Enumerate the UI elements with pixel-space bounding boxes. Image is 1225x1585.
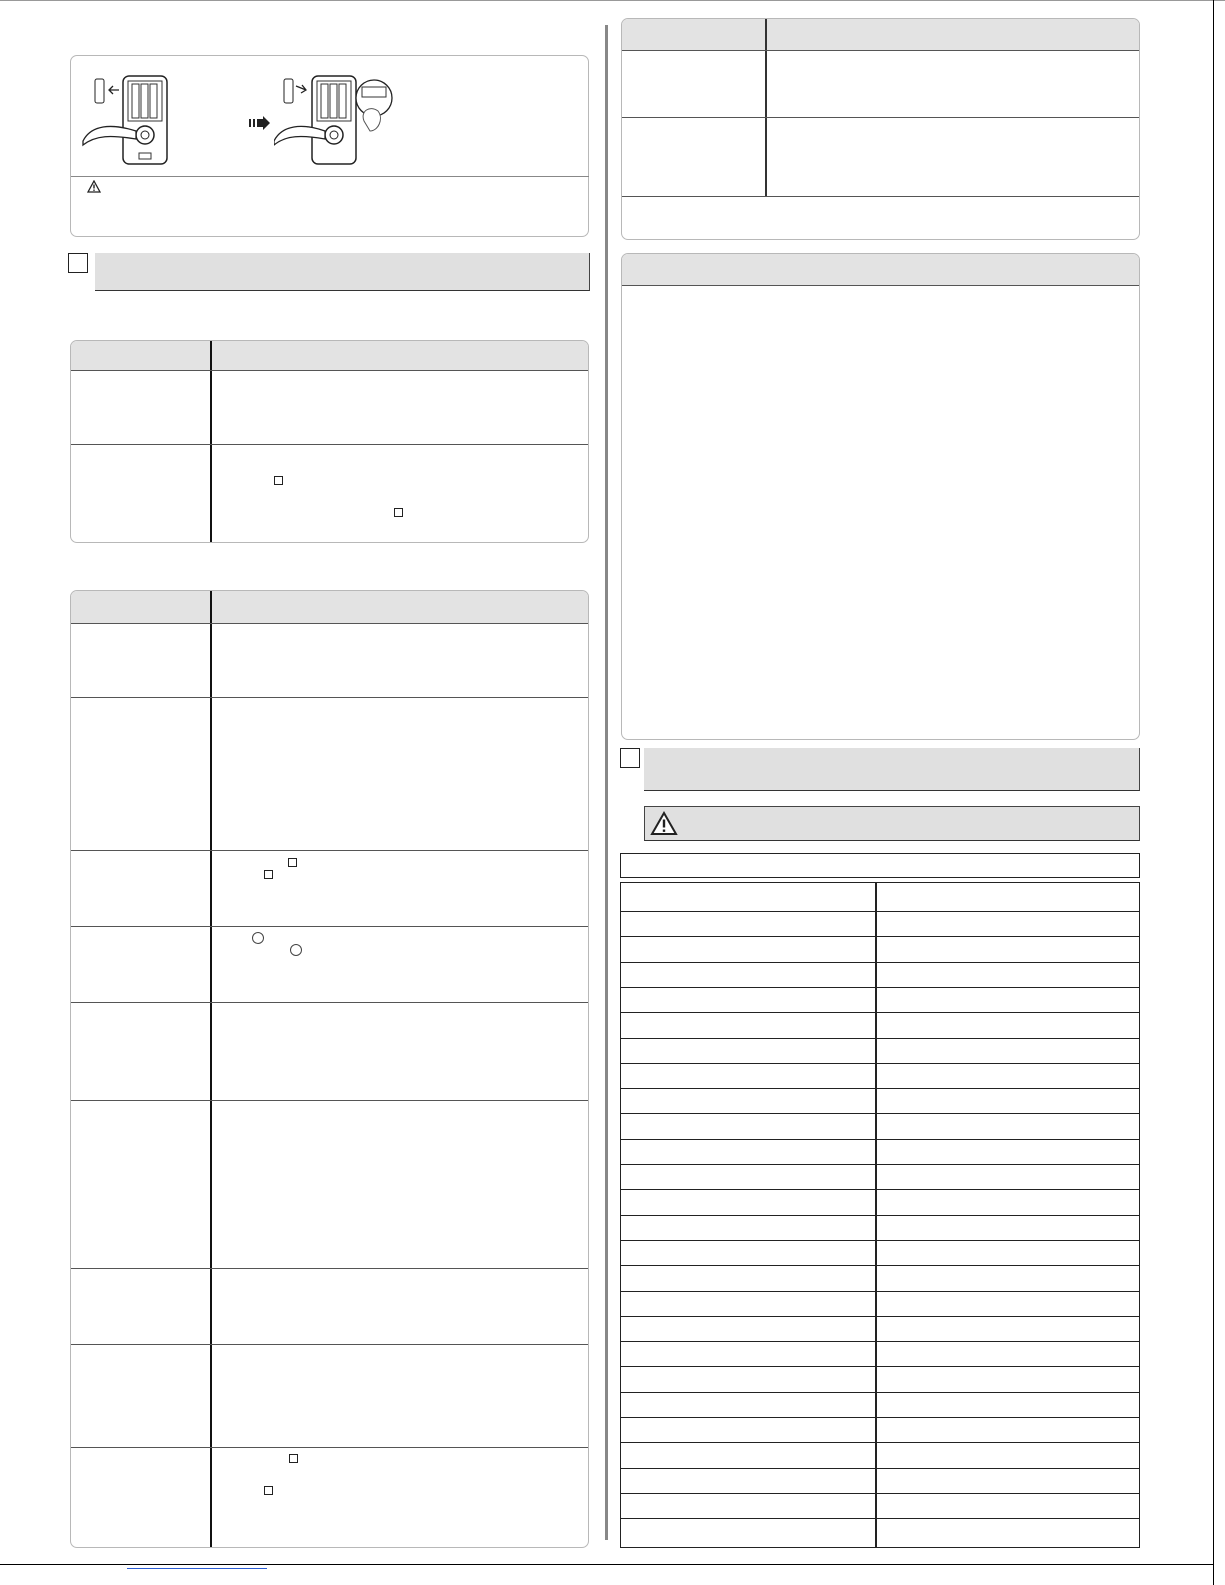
row-divider xyxy=(622,196,1140,197)
table-header xyxy=(71,341,589,370)
spec-table xyxy=(620,882,1140,1548)
step-number-box xyxy=(68,253,88,273)
page-border-bottom xyxy=(0,1564,1214,1565)
row-divider xyxy=(71,1002,589,1003)
function-table-1 xyxy=(70,340,589,543)
row-divider xyxy=(71,623,589,624)
spec-table-row-divider xyxy=(621,1442,1139,1443)
spec-table-row-divider xyxy=(621,1316,1139,1317)
page-border-top xyxy=(0,0,1225,1)
spec-table-row-divider xyxy=(621,1215,1139,1216)
spec-table-row-divider xyxy=(621,1392,1139,1393)
spec-table-row-divider xyxy=(621,987,1139,988)
spec-table-row-divider xyxy=(621,1417,1139,1418)
warning-bar xyxy=(644,806,1140,841)
spec-table-row-divider xyxy=(621,1113,1139,1114)
info-card-header xyxy=(622,254,1140,285)
button-square-icon xyxy=(274,476,283,485)
function-table-2 xyxy=(70,590,589,1548)
table-header xyxy=(71,591,589,623)
spec-table-title xyxy=(620,853,1140,878)
row-divider xyxy=(622,117,1140,118)
spec-table-row-divider xyxy=(621,1088,1139,1089)
warning-triangle-icon xyxy=(650,811,678,836)
row-divider xyxy=(71,697,589,698)
info-card xyxy=(621,253,1140,740)
button-square-icon xyxy=(394,508,403,517)
row-divider xyxy=(71,850,589,851)
step-title-band xyxy=(644,748,1140,791)
card-divider xyxy=(622,285,1140,286)
row-divider xyxy=(71,370,589,371)
arrow-right-icon xyxy=(249,116,271,130)
footer-link[interactable] xyxy=(127,1568,267,1569)
battery-removal-diagram xyxy=(81,73,191,168)
row-divider xyxy=(622,50,1140,51)
spec-table-row-divider xyxy=(621,1366,1139,1367)
spec-table-row-divider xyxy=(621,911,1139,912)
button-square-icon xyxy=(288,858,297,867)
spec-table-row-divider xyxy=(621,1012,1139,1013)
spec-table-row-divider xyxy=(621,936,1139,937)
table-header xyxy=(622,19,1140,50)
page-border-right xyxy=(1213,0,1214,1585)
spec-table-row-divider xyxy=(621,1189,1139,1190)
row-divider xyxy=(71,926,589,927)
table-column-divider xyxy=(210,591,212,1548)
button-square-icon xyxy=(289,1454,298,1463)
button-square-icon xyxy=(264,870,273,879)
spec-table-row-divider xyxy=(621,1265,1139,1266)
row-divider xyxy=(71,444,589,445)
spec-table-row-divider xyxy=(621,1063,1139,1064)
battery-illustration-card xyxy=(70,55,589,237)
table-column-divider xyxy=(210,341,212,543)
warning-triangle-icon xyxy=(87,180,101,193)
battery-insert-diagram xyxy=(274,73,394,168)
function-table-3 xyxy=(621,18,1140,240)
card-divider xyxy=(71,176,589,177)
spec-table-row-divider xyxy=(621,1291,1139,1292)
spec-table-row-divider xyxy=(621,1038,1139,1039)
row-divider xyxy=(71,1100,589,1101)
column-divider xyxy=(605,25,608,1540)
spec-table-row-divider xyxy=(621,1468,1139,1469)
spec-table-row-divider xyxy=(621,1493,1139,1494)
table-column-divider xyxy=(765,19,767,196)
spec-table-row-divider xyxy=(621,1164,1139,1165)
button-circle-icon xyxy=(252,932,264,944)
spec-table-row-divider xyxy=(621,1341,1139,1342)
step-number-box xyxy=(620,748,640,768)
button-square-icon xyxy=(264,1486,273,1495)
spec-table-row-divider xyxy=(621,1518,1139,1519)
spec-table-row-divider xyxy=(621,1139,1139,1140)
row-divider xyxy=(71,1268,589,1269)
spec-table-row-divider xyxy=(621,1240,1139,1241)
row-divider xyxy=(71,1344,589,1345)
row-divider xyxy=(71,1447,589,1448)
button-circle-icon xyxy=(290,944,302,956)
step-title-band xyxy=(95,253,590,291)
spec-table-row-divider xyxy=(621,962,1139,963)
